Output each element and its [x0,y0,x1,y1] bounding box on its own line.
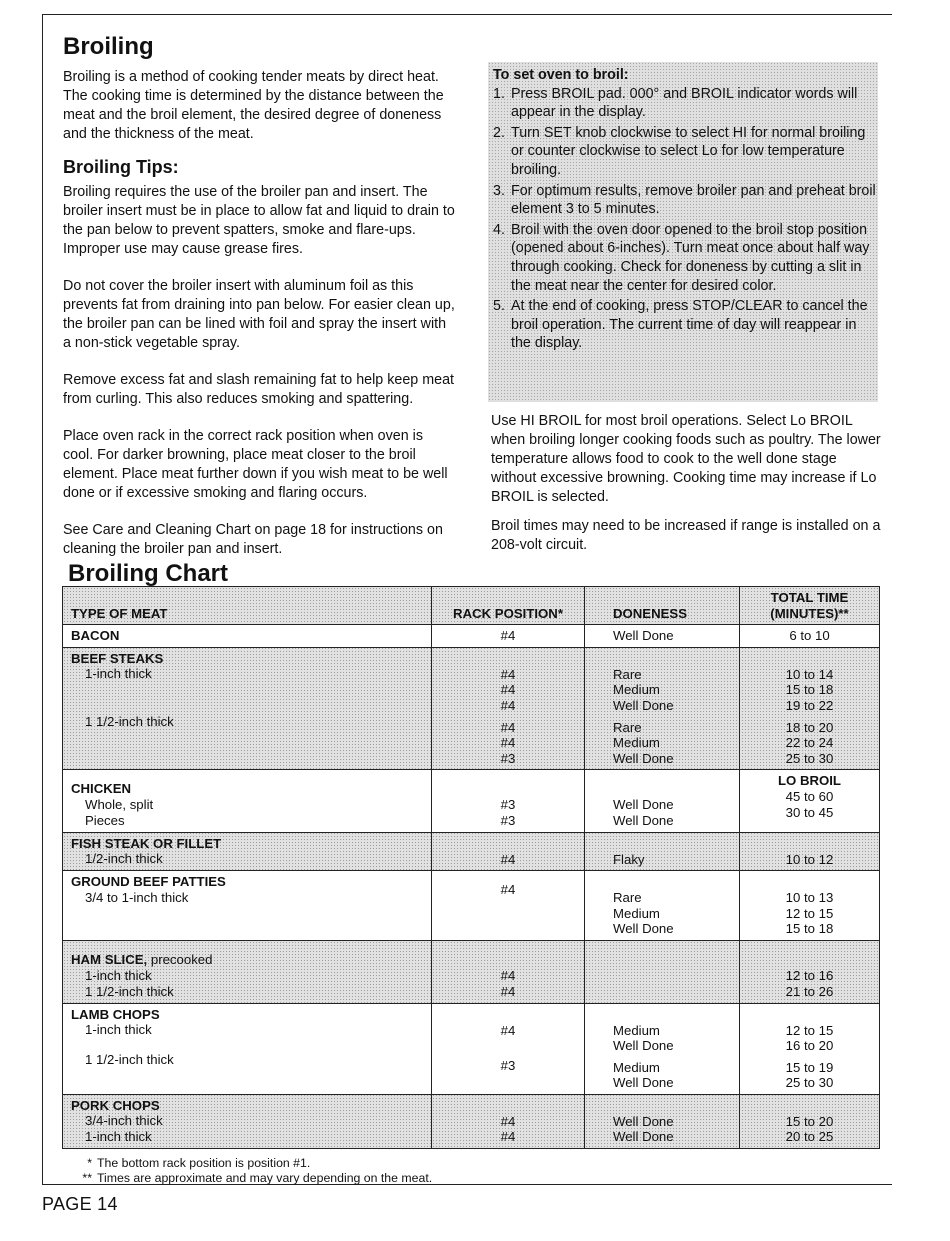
doneness-value: Well Done [613,1113,674,1129]
footnote [78,1156,432,1171]
meat-thickness: 1-inch thick [85,1022,152,1038]
rack-value: #4 [500,719,516,735]
right-column [491,412,885,569]
table-row [63,1094,880,1148]
time-value: 12 to 15 [785,1022,834,1038]
rack-value: #4 [500,1129,516,1145]
meat-thickness: 1-inch thick [85,1129,152,1145]
step-text: Press BROIL pad. 000° and BROIL indicator words will appear in the display. [511,85,858,121]
col-header-time [740,587,880,625]
rack-cell [432,871,585,941]
time-value: 22 to 24 [785,735,834,751]
doneness-cell [585,770,740,832]
time-value: 15 to 19 [785,1059,834,1075]
doneness-value: Medium [613,1059,660,1075]
broil-instructions [493,66,878,355]
tip-paragraph: Place oven rack in the correct rack position when oven is cool. For darker browning, place meat closer to the broil element. Place meat further down if you wish meat to be well done or if excessive smoking and flaring occurs. [63,428,448,501]
time-value: 20 to 25 [785,1129,834,1145]
step-item [493,85,878,122]
table-row [63,770,880,832]
doneness-value: Medium [613,735,660,751]
time-cell [740,941,880,1003]
tip-paragraph: Remove excess fat and slash remaining fat to help keep meat from curling. This also reduces smoking and spattering. [63,372,454,407]
chart-title: Broiling Chart [68,560,228,587]
meat-thickness: 3/4-inch thick [85,1113,163,1129]
page-number: PAGE 14 [42,1194,118,1214]
doneness-value: Medium [613,1022,660,1038]
step-number: 5. [493,298,505,315]
rack-cell [432,1094,585,1148]
footnote-mark: * [87,1156,92,1170]
step-text: For optimum results, remove broiler pan and preheat broil element 3 to 5 minutes. [511,182,876,218]
meat-name: HAM SLICE, [71,952,148,968]
doneness-value: Well Done [613,812,674,828]
top-rule [42,14,892,15]
meat-name: BEEF STEAKS [71,650,164,666]
time-value: 16 to 20 [785,1038,834,1054]
doneness-cell [585,1003,740,1094]
footnote-mark: ** [82,1171,92,1185]
table-row [63,647,880,770]
time-cell [740,871,880,941]
footnote-text: Times are approximate and may vary depending on the meat. [97,1171,433,1185]
meat-name: GROUND BEEF PATTIES [71,874,226,890]
meat-cell [63,770,432,832]
time-cell [740,1094,880,1148]
page-title: Broiling [63,33,154,60]
step-text: At the end of cooking, press STOP/CLEAR to cancel the broil operation. The current time of day will reappear in the display. [511,298,868,352]
step-text: Broil with the oven door opened to the broil stop position (opened about 6-inches). Turn meat once about half way through cooking. Check for doneness by cutting a slit in the meat near the center for desired color. [511,221,870,294]
doneness-cell [585,871,740,941]
rack-value: #4 [500,1022,516,1038]
doneness-value: Well Done [613,921,674,937]
rack-cell [432,647,585,770]
doneness-value: Flaky [613,851,645,867]
time-value: 21 to 26 [785,983,834,999]
doneness-value: Medium [613,682,660,698]
left-rule [42,14,43,1184]
step-item [493,182,878,219]
col-header-time-line1: TOTAL TIME [770,590,849,605]
rack-value: #4 [500,983,516,999]
rack-cell [432,832,585,871]
doneness-value: Medium [613,905,660,921]
meat-name: LAMB CHOPS [71,1006,160,1022]
time-value: 30 to 45 [785,804,834,820]
col-header-doneness: DONENESS [585,587,740,625]
meat-cell [63,871,432,941]
col-header-time-line2: (MINUTES)** [770,605,849,621]
meat-cell: BACON [63,625,432,648]
doneness-value: Well Done [613,750,674,766]
rack-value: #4 [500,682,516,698]
time-value: 15 to 20 [785,1113,834,1129]
table-header-row [63,587,880,625]
meat-thickness: 1 1/2-inch thick [85,713,174,729]
doneness-value: Rare [613,719,642,735]
rack-cell [432,941,585,1003]
step-number: 2. [493,124,505,141]
doneness-value: Well Done [613,697,674,713]
intro-paragraph: Broiling is a method of cooking tender meats by direct heat. The cooking time is determined by the distance between the meat and the broil element, the desired degree of doneness and the thickness of the meat. [63,69,444,142]
meat-thickness: 1-inch thick [85,967,152,983]
rack-value: #4 [500,968,516,984]
time-cell: 6 to 10 [740,625,880,648]
table-row [63,625,880,648]
time-cell [740,1003,880,1094]
time-cell [740,770,880,832]
rack-value: #3 [500,750,516,766]
step-item [493,124,878,180]
table-row [63,871,880,941]
time-value: 25 to 30 [785,750,834,766]
time-value: 12 to 16 [785,968,834,984]
rack-value: #4 [500,882,516,898]
footnotes [78,1156,432,1186]
doneness-cell: Well Done [585,625,740,648]
meat-cell [63,1003,432,1094]
tip-paragraph: Do not cover the broiler insert with aluminum foil as this prevents fat from draining into pan below. For easier clean up, the broiler pan can be lined with foil and spray the insert with a non-stick vegetable spray. [63,278,455,351]
tips-heading: Broiling Tips: [63,157,179,177]
time-value: 18 to 20 [785,719,834,735]
time-value: 19 to 22 [785,697,834,713]
rack-cell: #4 [432,625,585,648]
time-value: 10 to 13 [785,890,834,906]
time-value: 15 to 18 [785,682,834,698]
meat-name: FISH STEAK OR FILLET [71,835,222,851]
doneness-value: Rare [613,890,642,906]
step-number: 4. [493,221,505,238]
meat-cell [63,1094,432,1148]
rack-cell [432,1003,585,1094]
time-value: 12 to 15 [785,905,834,921]
lo-broil-label: LO BROIL [777,773,841,789]
doneness-cell [585,941,740,1003]
meat-thickness: 1/2-inch thick [85,851,163,867]
meat-cell [63,647,432,770]
meat-note: precooked [147,952,213,968]
footnote-text: The bottom rack position is position #1. [97,1156,311,1170]
meat-thickness: 1 1/2-inch thick [85,1051,174,1067]
rack-value: #4 [500,666,516,682]
time-cell [740,832,880,871]
doneness-value: Well Done [613,1075,674,1091]
meat-name: CHICKEN [71,781,132,797]
rack-value: #4 [500,851,516,867]
voltage-paragraph: Broil times may need to be increased if range is installed on a 208-volt circuit. [491,518,881,553]
time-value: 15 to 18 [785,921,834,937]
meat-cut: Whole, split [85,796,154,812]
time-value: 10 to 12 [785,851,834,867]
doneness-cell [585,832,740,871]
rack-value: #4 [500,735,516,751]
doneness-value: Well Done [613,1129,674,1145]
step-item [493,221,878,295]
step-number: 1. [493,85,505,102]
time-value: 10 to 14 [785,666,834,682]
doneness-cell [585,1094,740,1148]
step-item [493,297,878,353]
table-row [63,1003,880,1094]
col-header-meat: TYPE OF MEAT [63,587,432,625]
doneness-value: Well Done [613,797,674,813]
step-number: 3. [493,182,505,199]
hi-lo-broil-paragraph: Use HI BROIL for most broil operations. Select Lo BROIL when broiling longer cooking foods such as poultry. The lower temperature allows food to cook to the well done stage without excessive browning. Cooking time may increase if Lo BROIL is selected. [491,413,881,505]
doneness-cell [585,647,740,770]
doneness-value: Rare [613,666,642,682]
rack-value: #3 [500,1058,516,1074]
tip-paragraph: See Care and Cleaning Chart on page 18 for instructions on cleaning the broiler pan and insert. [63,522,443,557]
meat-cut: Pieces [85,812,125,828]
step-text: Turn SET knob clockwise to select HI for normal broiling or counter clockwise to select Lo for low temperature broiling. [511,124,866,178]
doneness-value: Well Done [613,1038,674,1054]
rack-value: #3 [500,812,516,828]
meat-cell [63,832,432,871]
table-row [63,832,880,871]
time-value: 45 to 60 [785,788,834,804]
left-column [63,68,455,573]
table-row [63,941,880,1003]
rack-value: #3 [500,797,516,813]
meat-thickness: 1-inch thick [85,666,152,682]
tip-paragraph: Broiling requires the use of the broiler pan and insert. The broiler insert must be in place to allow fat and liquid to drain to the pan below to prevent spatters, smoke and flare-ups. Improper use may cause grease fires. [63,184,455,257]
rack-value: #4 [500,1113,516,1129]
meat-thickness: 1 1/2-inch thick [85,983,174,999]
time-cell [740,647,880,770]
footnote [78,1171,432,1186]
rack-cell [432,770,585,832]
meat-cell [63,941,432,1003]
broiling-chart-table [62,586,880,1149]
broil-instructions-title: To set oven to broil: [493,67,629,83]
meat-thickness: 3/4 to 1-inch thick [85,889,189,905]
time-value: 25 to 30 [785,1075,834,1091]
meat-name: PORK CHOPS [71,1097,160,1113]
rack-value: #4 [500,697,516,713]
col-header-rack: RACK POSITION* [432,587,585,625]
